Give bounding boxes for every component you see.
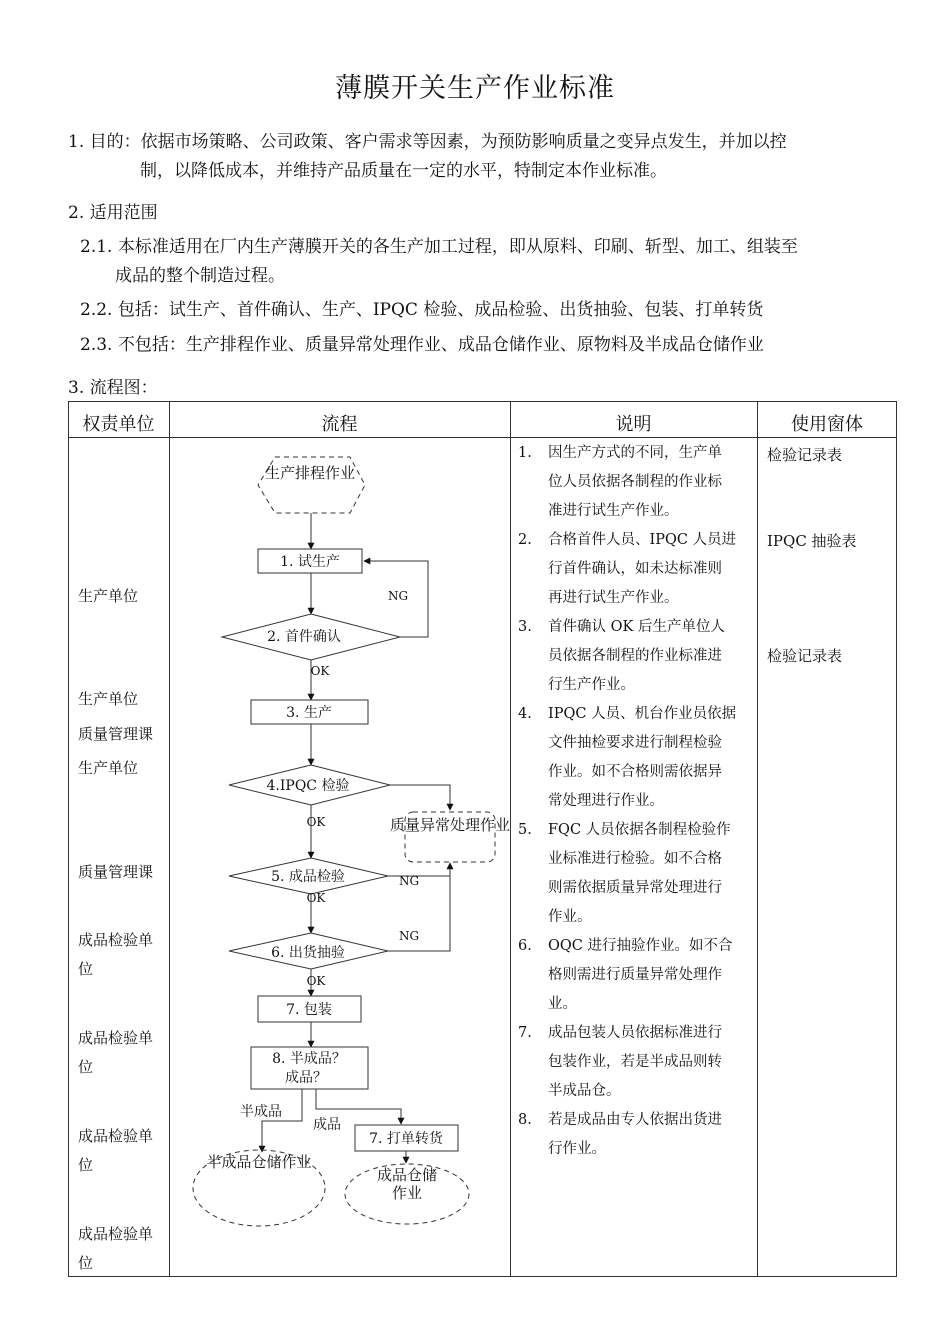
step-4-label: 4.IPQC 检验 bbox=[266, 778, 350, 794]
purpose-line-1: 1. 目的：依据市场策略、公司政策、客户需求等因素，为预防影响质量之变异点发生，并加以控 bbox=[68, 132, 787, 152]
note-5: 5. FQC 人员依据各制程检验作 业标准进行检验。如不合格 则需依据质量异常处理进行 作业。 bbox=[518, 822, 731, 925]
step-6-label: 6. 出货抽验 bbox=[271, 945, 345, 961]
header-responsible-unit: 权责单位 bbox=[82, 414, 155, 435]
note-3: 3. 首件确认 OK 后生产单位人 员依据各制程的作业标准进 行生产作业。 bbox=[518, 619, 725, 693]
step-5-label: 5. 成品检验 bbox=[271, 869, 345, 885]
unit-fqc-3: 成品检验单 位 bbox=[78, 1127, 154, 1174]
unit-production-3: 生产单位 bbox=[78, 759, 139, 777]
start-node-label: 生产排程作业 bbox=[264, 464, 356, 482]
scope-2-3: 2.3. 不包括：生产排程作业、质量异常处理作业、成品仓储作业、原物料及半成品仓储作业 bbox=[80, 335, 764, 355]
semi-store-label: 半成品仓储作业 bbox=[206, 1153, 312, 1171]
unit-production-1: 生产单位 bbox=[78, 587, 139, 605]
scope-2-2: 2.2. 包括：试生产、首件确认、生产、IPQC 检验、成品检验、出货抽验、包装、打单转货 bbox=[80, 300, 764, 320]
step-8-label-1: 8. 半成品？ bbox=[272, 1051, 346, 1067]
abnormal-node-label: 质量异常处理作业 bbox=[389, 816, 511, 834]
branch-finished-label: 成品 bbox=[313, 1117, 341, 1133]
step-7-label: 7. 包装 bbox=[286, 1002, 332, 1018]
scope-heading: 2. 适用范围 bbox=[68, 203, 158, 223]
form-inspection-record-1: 检验记录表 bbox=[767, 446, 843, 464]
note-8: 8. 若是成品由专人依据出货进 行作业。 bbox=[518, 1112, 722, 1157]
header-description: 说明 bbox=[615, 414, 652, 435]
purpose-line-2: 制，以降低成本，并维持产品质量在一定的水平，特制定本作业标准。 bbox=[140, 161, 667, 181]
unit-production-2: 生产单位 bbox=[78, 690, 139, 708]
ok-label-4: OK bbox=[306, 974, 326, 988]
ok-label-2: OK bbox=[306, 815, 326, 829]
form-inspection-record-2: 检验记录表 bbox=[767, 647, 843, 665]
note-7: 7. 成品包装人员依据标准进行 包装作业，若是半成品则转 半成品仓。 bbox=[518, 1025, 722, 1099]
finished-store-label-2: 作业 bbox=[391, 1184, 423, 1202]
note-4: 4. IPQC 人员、机台作业员依据 文件抽检要求进行制程检验 作业。如不合格则需依据异 常处理进行作业。 bbox=[518, 706, 737, 809]
step-8-label-2: 成品？ bbox=[285, 1070, 327, 1086]
unit-fqc-1: 成品检验单 位 bbox=[78, 931, 154, 978]
step-2-label: 2. 首件确认 bbox=[267, 629, 341, 645]
step-3-label: 3. 生产 bbox=[286, 705, 332, 721]
header-forms: 使用窗体 bbox=[791, 414, 863, 435]
note-1: 1. 因生产方式的不同，生产单 位人员依据各制程的作业标 准进行试生产作业。 bbox=[518, 445, 722, 519]
unit-quality-2: 质量管理课 bbox=[78, 863, 154, 881]
header-process: 流程 bbox=[321, 414, 358, 435]
ng-label-1: NG bbox=[387, 589, 409, 603]
flowchart-heading: 3. 流程图： bbox=[68, 378, 158, 398]
unit-fqc-4: 成品检验单 位 bbox=[78, 1225, 154, 1272]
branch-semi-label: 半成品 bbox=[240, 1104, 282, 1120]
note-6: 6. OQC 进行抽验作业。如不合 格则需进行质量异常处理作 业。 bbox=[518, 938, 733, 1012]
ng-label-3: NG bbox=[398, 929, 420, 943]
unit-quality-1: 质量管理课 bbox=[78, 725, 154, 743]
step-9-label: 7. 打单转货 bbox=[369, 1131, 443, 1147]
ok-label-1: OK bbox=[310, 664, 330, 678]
form-ipqc-sampling: IPQC 抽验表 bbox=[767, 532, 857, 550]
ng-label-2: NG bbox=[398, 874, 420, 888]
unit-fqc-2: 成品检验单 位 bbox=[78, 1029, 154, 1076]
scope-2-1-line-1: 2.1. 本标准适用在厂内生产薄膜开关的各生产加工过程，即从原料、印刷、斩型、加工、组装至 bbox=[80, 237, 798, 257]
ok-label-3: OK bbox=[306, 891, 326, 905]
scope-2-1-line-2: 成品的整个制造过程。 bbox=[115, 266, 285, 286]
note-2: 2. 合格首件人员、IPQC 人员进 行首件确认，如未达标准则 再进行试生产作业。 bbox=[518, 532, 737, 606]
page-title: 薄膜开关生产作业标准 bbox=[335, 73, 615, 104]
finished-store-label-1: 成品仓储 bbox=[376, 1166, 438, 1184]
step-1-label: 1. 试生产 bbox=[280, 554, 340, 570]
